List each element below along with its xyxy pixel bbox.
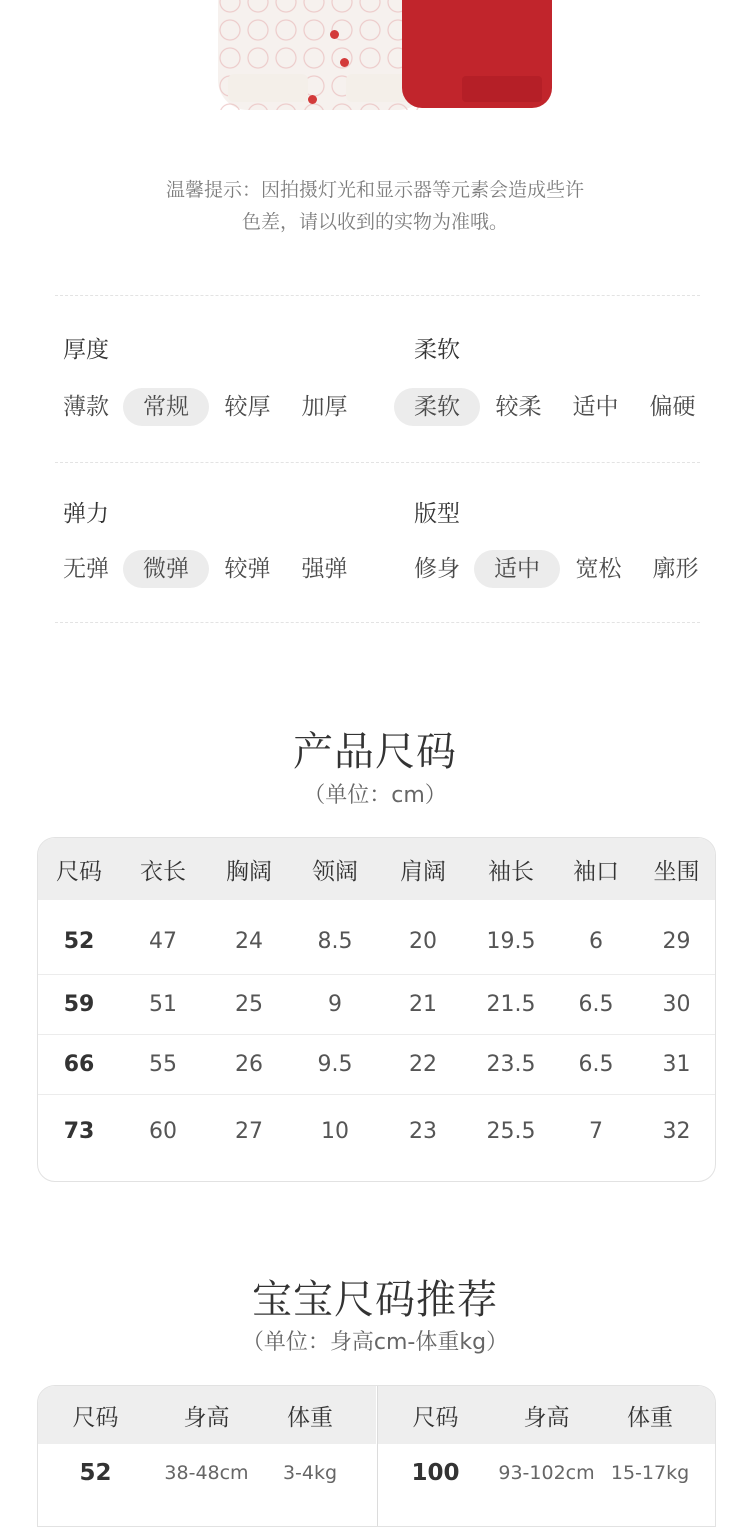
softness-options <box>394 388 711 426</box>
table-cell: 52 <box>63 928 95 954</box>
table-cell: 32 <box>662 1118 691 1144</box>
table-cell: 9 <box>328 992 342 1017</box>
header-cell: 身高 <box>523 1404 570 1431</box>
size-table <box>37 837 716 1182</box>
option-slim: 修身 <box>414 556 460 582</box>
table-cell: 59 <box>63 992 95 1017</box>
table-row <box>38 974 715 1034</box>
option-slight-stretch-selected: 微弹 <box>123 550 209 588</box>
recommend-section-title: 宝宝尺码推荐 <box>252 1277 498 1323</box>
table-row <box>38 1444 376 1502</box>
size-table-header <box>38 838 715 900</box>
option-thicker: 较厚 <box>224 394 271 420</box>
option-loose: 宽松 <box>575 556 622 582</box>
header-cell: 胸阔 <box>226 858 272 885</box>
size-section-title: 产品尺码 <box>293 729 457 775</box>
header-cell: 尺码 <box>72 1404 119 1431</box>
size-section-unit: （单位：cm） <box>303 783 447 808</box>
table-cell: 10 <box>321 1118 349 1144</box>
table-cell: 27 <box>235 1118 263 1144</box>
table-cell: 73 <box>63 1118 95 1144</box>
divider <box>55 295 700 296</box>
attr-title-fit: 版型 <box>414 501 460 527</box>
attr-title-elasticity: 弹力 <box>63 501 109 527</box>
option-stretchy: 较弹 <box>224 556 271 582</box>
recommend-header <box>378 1386 716 1444</box>
table-cell: 8.5 <box>317 928 353 954</box>
recommend-header <box>38 1386 376 1444</box>
header-cell: 尺码 <box>56 858 102 885</box>
option-regular-selected: 常规 <box>123 388 209 426</box>
table-cell: 55 <box>149 1052 177 1077</box>
table-cell: 6 <box>589 928 603 954</box>
table-cell: 19.5 <box>486 928 536 954</box>
table-row <box>38 900 715 974</box>
table-cell: 93-102cm <box>498 1462 595 1484</box>
option-no-stretch: 无弹 <box>63 556 109 582</box>
header-cell: 袖口 <box>573 858 619 885</box>
table-cell: 29 <box>662 928 691 954</box>
option-oversized: 廓形 <box>652 556 699 582</box>
table-cell: 30 <box>662 992 691 1017</box>
header-cell: 身高 <box>183 1404 230 1431</box>
table-cell: 25 <box>235 992 263 1017</box>
table-cell: 66 <box>63 1052 95 1077</box>
recommend-table-left <box>38 1386 376 1502</box>
option-high-stretch: 强弹 <box>301 556 348 582</box>
header-cell: 体重 <box>287 1404 333 1431</box>
attr-title-thickness: 厚度 <box>63 337 109 363</box>
table-cell: 7 <box>589 1118 603 1144</box>
divider <box>55 462 700 463</box>
option-stiff: 偏硬 <box>649 394 696 420</box>
table-cell: 20 <box>409 928 437 954</box>
table-cell: 24 <box>235 928 263 954</box>
recommend-table <box>37 1385 716 1527</box>
table-cell: 3-4kg <box>282 1462 338 1484</box>
header-cell: 体重 <box>627 1404 673 1431</box>
table-row <box>38 1094 715 1181</box>
table-cell: 25.5 <box>486 1118 536 1144</box>
table-cell: 26 <box>235 1052 263 1077</box>
table-cell: 6.5 <box>578 992 614 1017</box>
divider <box>55 622 700 623</box>
table-cell: 51 <box>149 992 177 1017</box>
table-cell: 6.5 <box>578 1052 614 1077</box>
option-thin: 薄款 <box>63 394 109 420</box>
table-cell: 100 <box>411 1460 460 1486</box>
table-cell: 22 <box>409 1052 437 1077</box>
table-cell: 31 <box>662 1052 691 1077</box>
table-row <box>378 1444 716 1502</box>
header-cell: 坐围 <box>653 858 700 885</box>
attr-title-softness: 柔软 <box>414 337 460 363</box>
white-romper-legs <box>218 0 428 110</box>
fit-options <box>414 550 714 588</box>
thickness-options <box>63 388 363 426</box>
table-cell: 21.5 <box>486 992 536 1017</box>
header-cell: 袖长 <box>488 858 534 885</box>
table-cell: 47 <box>149 928 177 954</box>
header-cell: 肩阔 <box>400 858 446 885</box>
table-cell: 9.5 <box>317 1052 353 1077</box>
recommend-section-unit: （单位：身高cm-体重kg） <box>241 1330 509 1355</box>
red-romper-legs <box>402 0 552 108</box>
table-cell: 52 <box>79 1460 112 1486</box>
header-cell: 领阔 <box>312 858 358 885</box>
table-row <box>38 1034 715 1094</box>
option-fairly-soft: 较柔 <box>495 394 542 420</box>
notice-line-1: 温馨提示：因拍摄灯光和显示器等元素会造成些许 <box>165 179 584 201</box>
option-fit-medium-selected: 适中 <box>474 550 560 588</box>
product-photo <box>0 0 750 115</box>
table-cell: 38-48cm <box>164 1462 249 1484</box>
table-cell: 21 <box>409 992 437 1017</box>
notice-line-2: 色差，请以收到的实物为准哦。 <box>241 211 508 233</box>
table-cell: 15-17kg <box>610 1462 690 1484</box>
recommend-table-right <box>377 1386 716 1526</box>
table-cell: 23 <box>409 1118 437 1144</box>
table-cell: 23.5 <box>486 1052 536 1077</box>
table-cell: 60 <box>149 1118 177 1144</box>
option-medium: 适中 <box>572 394 619 420</box>
option-extra-thick: 加厚 <box>301 394 348 420</box>
elasticity-options <box>63 550 363 588</box>
header-cell: 尺码 <box>412 1404 459 1431</box>
header-cell: 衣长 <box>140 858 186 885</box>
option-soft-selected: 柔软 <box>394 388 480 426</box>
